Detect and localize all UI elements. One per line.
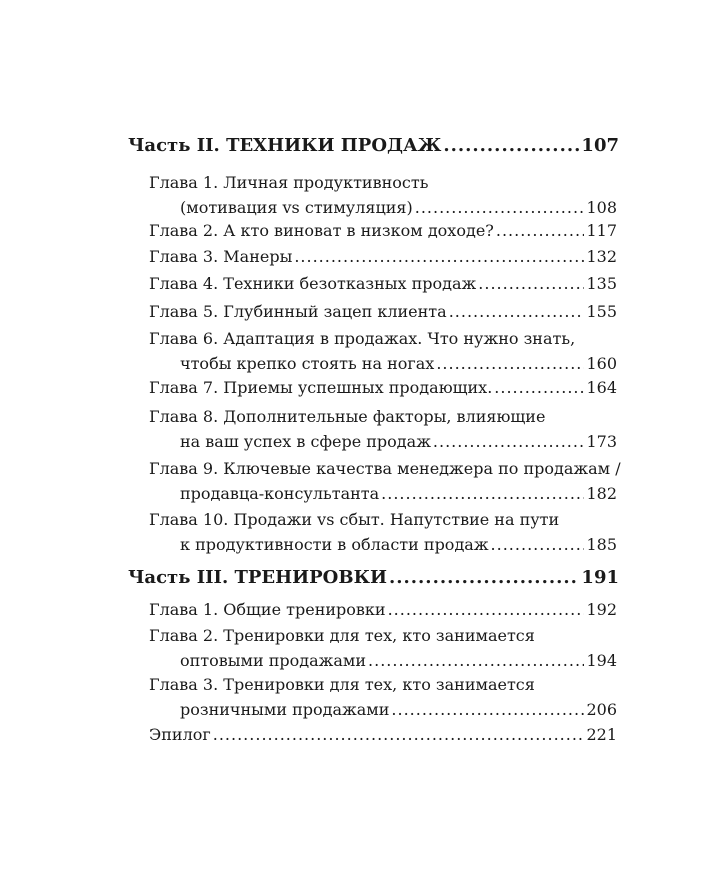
chapter-title: Глава 5. Глубинный зацеп клиента — [149, 302, 447, 321]
leader-dots — [478, 271, 584, 296]
entry-line — [149, 623, 617, 648]
entry-line — [149, 195, 617, 220]
leader-dots — [494, 375, 584, 400]
chapter-page-number: 108 — [586, 198, 617, 217]
part-title: Часть II. ТЕХНИКИ ПРОДАЖ — [128, 135, 442, 156]
part-heading[interactable] — [128, 566, 619, 590]
chapter-title-continuation: (мотивация vs стимуляция) — [180, 198, 413, 217]
chapter-page-number: 135 — [586, 274, 617, 293]
leader-dots — [381, 481, 584, 506]
leader-dots — [391, 697, 584, 722]
leader-dots — [213, 722, 585, 747]
chapter-title: Глава 3. Тренировки для тех, кто занимается — [149, 675, 535, 694]
part-page-number: 191 — [581, 567, 619, 588]
part-page-number: 107 — [581, 135, 619, 156]
toc-entry[interactable] — [149, 375, 617, 400]
chapter-title-continuation: розничными продажами — [180, 700, 390, 719]
entry-line — [149, 481, 617, 506]
chapter-title: Глава 2. А кто виноват в низком доходе? — [149, 221, 494, 240]
part-title: Часть III. ТРЕНИРОВКИ — [128, 567, 387, 588]
chapter-title: Глава 2. Тренировки для тех, кто занимается — [149, 626, 535, 645]
leader-dots — [433, 429, 585, 454]
leader-dots — [294, 244, 584, 269]
toc-entry[interactable] — [149, 244, 617, 269]
leader-dots — [449, 299, 585, 324]
chapter-title: Глава 4. Техники безотказных продаж — [149, 274, 477, 293]
chapter-title: Глава 8. Дополнительные факторы, влияющие — [149, 407, 546, 426]
chapter-page-number: 185 — [586, 535, 617, 554]
chapter-title: Глава 1. Общие тренировки — [149, 600, 386, 619]
chapter-page-number: 194 — [586, 651, 617, 670]
chapter-title: Глава 10. Продажи vs сбыт. Напутствие на пути — [149, 510, 560, 529]
entry-line — [149, 672, 617, 697]
chapter-title: Глава 7. Приемы успешных продающих. — [149, 378, 493, 397]
toc-entry[interactable] — [149, 404, 617, 454]
toc-entry[interactable] — [149, 672, 617, 722]
toc-entry[interactable] — [149, 722, 617, 747]
leader-dots — [388, 597, 585, 622]
entry-line — [149, 170, 617, 195]
chapter-title-continuation: продавца-консультанта — [180, 484, 380, 503]
chapter-page-number: 164 — [586, 378, 617, 397]
toc-entry[interactable] — [149, 326, 617, 376]
chapter-page-number: 155 — [586, 302, 617, 321]
toc-entry[interactable] — [149, 299, 617, 324]
leader-dots — [415, 195, 585, 220]
chapter-page-number: 173 — [586, 432, 617, 451]
chapter-title-continuation: на ваш успех в сфере продаж — [180, 432, 431, 451]
toc-entry[interactable] — [149, 507, 617, 557]
entry-line — [149, 648, 617, 673]
chapter-title: Глава 6. Адаптация в продажах. Что нужно знать, — [149, 329, 576, 348]
toc-entry[interactable] — [149, 623, 617, 673]
entry-line — [149, 456, 621, 481]
chapter-title: Глава 9. Ключевые качества менеджера по продажам / — [149, 459, 621, 478]
chapter-page-number: 182 — [586, 484, 617, 503]
entry-line — [149, 244, 617, 269]
part-heading[interactable] — [128, 134, 619, 158]
toc-entry[interactable] — [149, 170, 617, 220]
chapter-title: Глава 3. Манеры — [149, 247, 293, 266]
entry-line — [149, 218, 617, 243]
chapter-page-number: 160 — [586, 354, 617, 373]
leader-dots — [436, 351, 584, 376]
chapter-title-continuation: оптовыми продажами — [180, 651, 367, 670]
entry-line — [149, 299, 617, 324]
toc-entry[interactable] — [149, 271, 617, 296]
entry-line — [149, 404, 617, 429]
entry-line — [149, 697, 617, 722]
entry-line — [149, 429, 617, 454]
entry-line — [149, 532, 617, 557]
chapter-page-number: 117 — [586, 221, 617, 240]
chapter-title: Глава 1. Личная продуктивность — [149, 173, 429, 192]
entry-line — [149, 375, 617, 400]
leader-dots — [496, 218, 585, 243]
chapter-page-number: 192 — [586, 600, 617, 619]
entry-line — [149, 722, 617, 747]
entry-line — [149, 597, 617, 622]
toc-entry[interactable] — [149, 218, 617, 243]
entry-line — [149, 507, 617, 532]
entry-line — [149, 271, 617, 296]
chapter-page-number: 132 — [586, 247, 617, 266]
toc-entry[interactable] — [149, 597, 617, 622]
leader-dots — [491, 532, 585, 557]
chapter-title: Эпилог — [149, 725, 211, 744]
chapter-page-number: 206 — [586, 700, 617, 719]
chapter-title-continuation: к продуктивности в области продаж — [180, 535, 489, 554]
leader-dots — [368, 648, 584, 673]
leader-dots — [443, 134, 579, 158]
entry-line — [149, 326, 617, 351]
chapter-title-continuation: чтобы крепко стоять на ногах — [180, 354, 435, 373]
entry-line — [149, 351, 617, 376]
toc-entry[interactable] — [149, 456, 621, 506]
leader-dots — [389, 566, 579, 590]
chapter-page-number: 221 — [586, 725, 617, 744]
